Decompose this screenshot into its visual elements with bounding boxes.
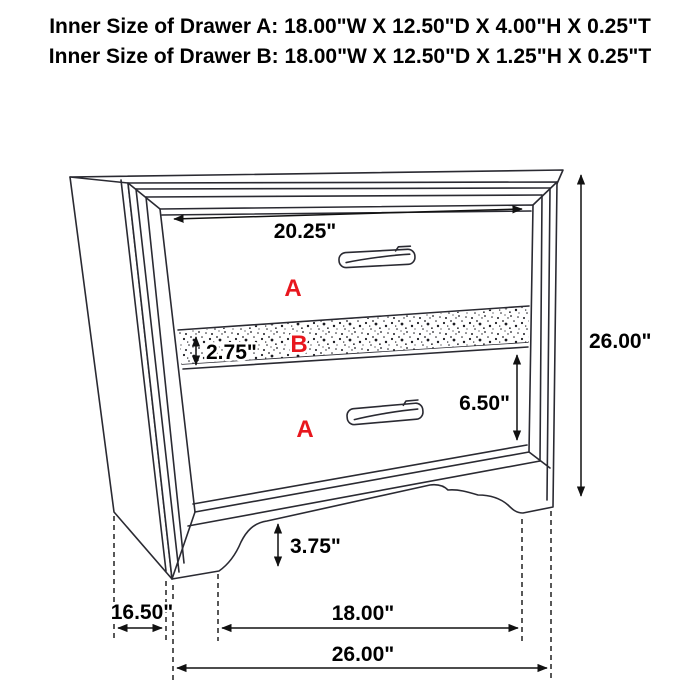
drawer-a-spec-text: Inner Size of Drawer A: 18.00"W X 12.50"D X 4.00"H X 0.25"T (49, 15, 651, 38)
label-drawer-a-bottom: A (296, 416, 314, 443)
label-strip-height: 2.75" (206, 341, 257, 364)
frame-bevel-top-1 (136, 188, 550, 189)
label-foot-height: 3.75" (290, 535, 341, 558)
label-bottom-drawer-height: 6.50" (459, 392, 510, 415)
label-drawer-a-top: A (284, 275, 302, 302)
label-total-height: 26.00" (589, 330, 652, 353)
label-drawer-width: 18.00" (331, 602, 395, 625)
label-drawer-b: B (290, 331, 308, 358)
label-side-depth: 16.50" (110, 601, 174, 624)
label-total-width: 26.00" (331, 643, 395, 666)
drawer-b-spec-text: Inner Size of Drawer B: 18.00"W X 12.50"D X 1.25"H X 0.25"T (48, 45, 652, 68)
label-inner-width: 20.25" (273, 220, 337, 243)
